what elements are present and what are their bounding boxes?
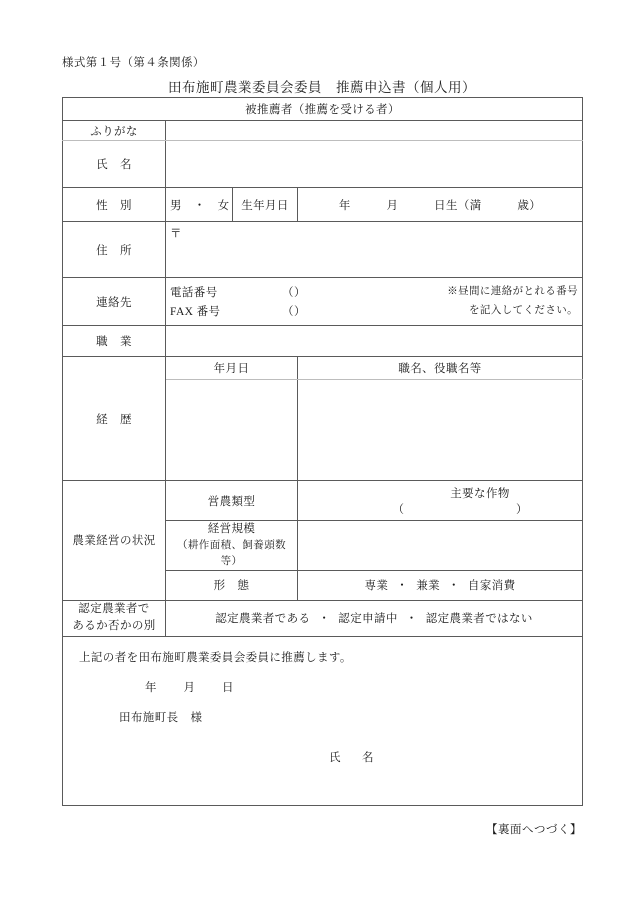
main-crop-paren-open: （ — [392, 503, 404, 516]
table-row-occupation — [63, 326, 583, 357]
sex-label: 性 別 — [63, 188, 166, 222]
address-label: 住 所 — [63, 222, 166, 278]
table-row-name — [63, 141, 583, 188]
contact-note-line2: を記入してください。 — [469, 305, 579, 317]
farm-form-label: 形 態 — [166, 570, 298, 600]
banner-cell: 被推薦者（推薦を受ける者） — [63, 98, 583, 121]
history-date-header: 年月日 — [166, 357, 298, 380]
declaration-date[interactable] — [119, 679, 235, 695]
farm-form-separator-2: ・ — [448, 580, 460, 593]
certified-option-2[interactable]: 認定申請中 — [338, 613, 398, 626]
sex-options[interactable]: 男 ・ 女 — [166, 188, 233, 222]
certified-label-line1: 認定農業者で — [78, 603, 150, 615]
table-row-sex-birth — [63, 188, 583, 222]
fax-label: FAX 番号 — [170, 306, 221, 318]
farm-form-separator-1: ・ — [396, 580, 409, 593]
fax-paren-open: （ — [282, 306, 294, 318]
name-label: 氏 名 — [63, 141, 166, 188]
name-input[interactable] — [166, 141, 583, 188]
main-crop-input[interactable] — [302, 501, 578, 517]
history-label: 経 歴 — [63, 357, 166, 481]
declaration-addressee — [119, 709, 202, 725]
main-crop-header: 主要な作物 — [450, 487, 510, 500]
declaration-statement: 上記の者を田布施町農業委員会委員に推薦します。 — [79, 651, 352, 664]
footer-note: 【裏面へつづく】 — [486, 824, 582, 836]
certified-label — [63, 600, 166, 636]
furigana-input[interactable] — [166, 121, 583, 141]
telephone-paren-open: （ — [282, 287, 294, 299]
declaration-addressee-honorific: 様 — [190, 711, 203, 724]
declaration-date-year: 年 — [145, 681, 158, 694]
farm-type-label: 営農類型 — [166, 481, 298, 521]
main-crop-paren-close: ） — [516, 503, 528, 516]
contact-label: 連絡先 — [63, 278, 166, 326]
history-title-input[interactable] — [298, 380, 583, 481]
table-row-certified — [63, 600, 583, 636]
recommendation-form-table — [62, 97, 583, 806]
table-row-furigana — [63, 121, 583, 141]
certified-separator-2: ・ — [405, 613, 418, 626]
fax-paren-close[interactable]: ） — [294, 306, 306, 318]
address-input[interactable] — [166, 222, 583, 278]
telephone-paren-close[interactable]: ） — [294, 287, 306, 299]
farm-status-label: 農業経営の状況 — [63, 481, 166, 601]
telephone-label: 電話番号 — [170, 287, 218, 299]
declaration-date-day: 日 — [222, 681, 235, 694]
declaration-block — [63, 636, 583, 805]
table-row-history-header — [63, 357, 583, 380]
certified-option-3[interactable]: 認定農業者ではない — [425, 613, 533, 626]
certified-option-1[interactable]: 認定農業者である — [215, 613, 311, 626]
form-code: 様式第１号（第４条関係） — [62, 57, 205, 69]
table-row-contact — [63, 278, 583, 326]
farm-scale-label-line2: （耕作面積、飼養頭数等） — [177, 540, 286, 567]
postal-mark-icon: 〒 — [170, 228, 182, 240]
declaration-date-month: 月 — [183, 681, 196, 694]
table-row-address — [63, 222, 583, 278]
declaration-addressee-name: 田布施町長 — [119, 711, 179, 724]
contact-note-line1: ※昼間に連絡がとれる番号 — [447, 286, 579, 298]
telephone-row — [170, 284, 578, 300]
birthdate-input[interactable]: 年 月 日生（満 歳） — [298, 188, 583, 222]
table-row-declaration — [63, 636, 583, 805]
furigana-label: ふりがな — [63, 121, 166, 141]
certified-separator-1: ・ — [318, 613, 331, 626]
farm-type-input[interactable] — [298, 481, 583, 521]
certified-label-line2: あるか否かの別 — [72, 620, 156, 633]
occupation-label: 職 業 — [63, 326, 166, 357]
declaration-signature-label[interactable]: 氏 名 — [329, 751, 379, 764]
certified-options[interactable] — [166, 600, 583, 636]
farm-scale-label-line1: 経営規模 — [207, 523, 256, 535]
table-row-farm-type — [63, 481, 583, 521]
occupation-input[interactable] — [166, 326, 583, 357]
birthdate-label: 生年月日 — [233, 188, 298, 222]
farm-form-option-1[interactable]: 専業 — [364, 580, 389, 593]
farm-form-options[interactable] — [298, 570, 583, 600]
history-date-input[interactable] — [166, 380, 298, 481]
farm-form-option-3[interactable]: 自家消費 — [467, 580, 516, 593]
farm-scale-input[interactable] — [298, 521, 583, 571]
history-title-header: 職名、役職名等 — [298, 357, 583, 380]
fax-row — [170, 303, 578, 319]
table-row-banner — [63, 98, 583, 121]
contact-fields — [166, 278, 583, 326]
farm-form-option-2[interactable]: 兼業 — [416, 580, 441, 593]
page-title: 田布施町農業委員会委員 推薦申込書（個人用） — [168, 80, 476, 95]
farm-scale-label — [166, 521, 298, 571]
